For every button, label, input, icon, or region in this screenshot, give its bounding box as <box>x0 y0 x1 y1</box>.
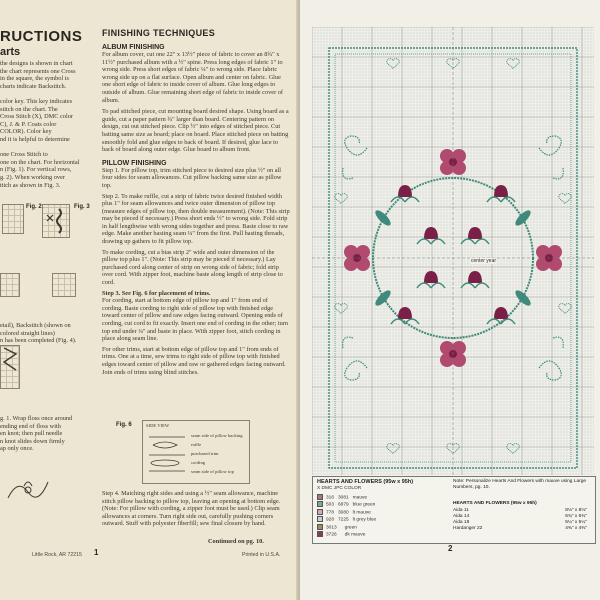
pillow-step2: Step 2. To make ruffle, cut a strip of fabric twice desired finished width plus 1" for seam allowances and twice outer dimension of pillow top (measure edges of pillow top, then double measurement). (Note: This strip may be pieced if necessary.) Press short ends ½" to wrong side. Fold strip in half lengthwise with wrong sides together and press. Baste close to raw edge. Make another basting seam ¼" from the first. Pull basting threads, drawing up gathers to fit pillow top. <box>102 192 290 246</box>
fig3-diagram <box>0 273 20 297</box>
color-swatch <box>317 531 323 537</box>
backstitch-line: etail), Backstitch (shown on <box>0 322 71 329</box>
fabric-size: 5¼" x 5¼" <box>565 520 587 525</box>
pillow-step2b: To make cording, cut a bias strip 2" wide and outer dimension of the pillow top plus 1". (Note: This strip may be pieced if necessary.) Lay purchased cord along center of strip on wrong side of fabric; fold strip over cord. With zipper foot, machine baste along length of strip close to cord. <box>102 248 283 287</box>
french-knot-figure <box>4 468 52 508</box>
pillow-step3-text2: For other trims, start at bottom edge of pillow top and 1" from ends of trims. One at a time, sew trims to right side of pillow top with finished edges toward center of pillow and raw or gathered edges facing outward. Join ends of trims using blind stitches. <box>102 345 286 376</box>
fig3b-diagram <box>52 273 76 297</box>
album-text-2: To pad stitched piece, cut mounting board desired shape. Using board as a guide, cut a paper pattern ¾" larger than board. Centering pattern on design, cut out stitched piece. Clip ½" into edges of stitched piece. Cut batting same size as board; place on board. Place stitched piece on batting smoothly fold and glue edges to back of board. If desired, glue lace to back of board along outer edge. Glue board to album front. <box>102 108 289 154</box>
legend-row <box>317 531 365 537</box>
fabric-size: 6¾" x 6¾" <box>565 514 587 519</box>
fig6-tag-3: purchased trim <box>191 451 219 456</box>
chart-instruction-line: C), J. & P. Coats color <box>0 120 57 128</box>
chart-instruction-line: in the square, the symbol is <box>0 75 69 83</box>
chart-instruction-line: color key. This key indicates <box>0 97 73 105</box>
printed-in: Printed in U.S.A. <box>242 552 281 558</box>
chart-instructions-text <box>0 60 92 189</box>
fig6-tag-4: cording <box>191 460 206 465</box>
legend-row <box>317 516 376 522</box>
fabric-row <box>453 526 587 532</box>
color-swatch <box>317 509 323 515</box>
center-year-label: center year <box>471 258 497 264</box>
fig6-diagram <box>142 420 250 484</box>
fig6-tag-5: seam side of pillow top <box>191 469 234 474</box>
fig1-diagram <box>2 204 24 234</box>
chart-instruction-line: titch as shown in Fig. 3. <box>0 181 61 189</box>
chart-instruction-line: n (Fig. 1). For vertical rows, <box>0 166 72 174</box>
pillow-step3-text: For cording, start at bottom edge of pillow top and 1" from end of cording. Baste cording to right side of pillow top with finished edge toward center of pillow and raw edges facing outward. Opening ends of cording, cut cord to fit exactly. Insert one end of cording in the other; turn top end under ¼" and baste in place. With zipper foot, stitch cording in place along seam line. <box>102 297 288 343</box>
chart-instruction-line: g. 2). When working over <box>0 173 65 181</box>
backstitch-line: n has been completed (Fig. 4). <box>0 337 77 345</box>
album-text: For album cover, cut one 22" x 13½" piece of fabric to cover an 8¾" x 11½" purchased album with a ½" spine. Press long edges of fabric 1" to wrong side. Press short edges of fabric ¼" to wrong side. Place fabric wrong side up on a flat surface. Open album and center on fabric. Glue one short edge of fabric to inside cover of album. Glue long edges to outside of album. Glue remaining short edge of fabric to inside cover of album. <box>102 51 283 104</box>
chart-instruction-line: the designs is shown in chart <box>0 60 73 67</box>
continued-note: Continued on pg. 10. <box>208 538 264 545</box>
chart-instruction-line: stitch on the chart. The <box>0 105 58 113</box>
chart-instruction-line: charts indicate Backstitch. <box>0 82 67 90</box>
chart-instruction-line: one on the chart. For horizontal <box>0 158 80 166</box>
legend-row-text: 928 7225 lt grey blue <box>326 517 377 523</box>
legend-row <box>317 501 375 507</box>
legend-title: HEARTS AND FLOWERS (95w x 95h) <box>317 479 414 485</box>
color-swatch <box>317 494 323 500</box>
finishing-column <box>102 40 290 376</box>
chart-instruction-line <box>0 90 92 98</box>
fig6-tag-1: seam side of pillow backing <box>191 433 243 438</box>
section-title: FINISHING TECHNIQUES <box>102 28 216 38</box>
legend-row <box>317 524 357 530</box>
color-swatch <box>317 516 323 522</box>
french-knot-line: ap only once. <box>0 445 34 453</box>
cross-stitch-icon <box>43 205 69 237</box>
french-knot-line: n knot slides down firmly <box>0 437 65 445</box>
fig6-tag-2: ruffle <box>191 442 202 447</box>
fabric-name: Hardanger 22 <box>453 526 483 531</box>
backstitch-text <box>0 322 92 345</box>
charts-subheading: arts <box>0 46 21 58</box>
color-swatch <box>317 524 323 530</box>
fabric-size: 8⅛" x 8⅛" <box>565 508 587 513</box>
fabric-name: Aida 14 <box>453 514 470 519</box>
chart-instruction-line: the chart represents one Cross <box>0 67 76 75</box>
fabric-table-title: HEARTS AND FLOWERS (95w x 95h) <box>453 501 537 506</box>
chart-instruction-line: nd it is helpful to determine <box>0 135 70 143</box>
fig6-side-view: SIDE VIEW <box>146 423 170 428</box>
fig3-label: Fig. 3 <box>74 204 90 210</box>
french-knot-text <box>0 415 92 453</box>
pillow-step3: Step 3. See Fig. 6 for placement of trims. <box>102 289 211 297</box>
legend-row <box>317 509 371 515</box>
pillow-finishing-title: PILLOW FINISHING <box>102 159 167 167</box>
legend-row-text: 316 3081 mauve <box>326 495 368 501</box>
fig2-diagram <box>42 204 70 238</box>
fig2-label: Fig. 2 <box>26 204 42 210</box>
chart-instruction-line: Cross Stitch (X), DMC color <box>0 113 73 121</box>
chart-instruction-line: one Cross Stitch to <box>0 151 48 159</box>
legend-row-text: 3013 green <box>326 524 357 530</box>
legend-row <box>317 494 367 500</box>
instructions-heading: RUCTIONS <box>0 28 83 45</box>
french-knot-line: g. 1. Wrap floss once around <box>0 415 73 422</box>
fabric-size: 4⅜" x 4⅜" <box>565 526 587 531</box>
publisher-address: Little Rock, AR 72215 <box>32 552 82 558</box>
fabric-size-table <box>453 501 587 532</box>
french-knot-line: en knot; then pull needle <box>0 430 63 438</box>
pillow-step1: Step 1. For pillow top, trim stitched piece to desired size plus ½" on all four sides for seam allowances. Cut pillow backing same size as pillow top. <box>102 166 282 189</box>
personalize-note: Note: Personalize Hearts And Flowers with mauve using Large Numbers, pg. 10. <box>453 479 587 490</box>
backstitch-line: colored straight lines) <box>0 329 55 337</box>
color-swatch <box>317 501 323 507</box>
page-number-left: 1 <box>94 548 99 557</box>
fabric-name: Aida 18 <box>453 520 470 525</box>
fabric-name: Aida 11 <box>453 508 469 513</box>
legend-row-text: 3726 dk mauve <box>326 532 366 538</box>
chart-instruction-line <box>0 144 92 152</box>
backstitch-icon <box>1 346 19 388</box>
french-knot-line: ending end of floss with <box>0 422 61 430</box>
fig4-diagram <box>0 345 20 389</box>
legend-row-text: 503 6879 blue green <box>326 502 376 508</box>
pillow-layers-icon <box>147 433 187 475</box>
legend-columns: X DMC JPC COLOR <box>317 486 362 491</box>
page-number-right: 2 <box>448 544 453 553</box>
pillow-step4: Step 4. Matching right sides and using a ½" seam allowance, machine stitch pillow backing to pillow top, leaving an opening at bottom edge. (Note: For pillow with cording, a zipper foot must be used.) Clip seam allowances at corners. Turn right side out, carefully pushing corners outward. Stuff with polyester fiberfill; sew final closure by hand. <box>102 490 281 528</box>
fig6-label: Fig. 6 <box>116 422 132 428</box>
color-key <box>312 476 596 544</box>
cross-stitch-chart <box>312 27 594 475</box>
legend-row-text: 778 3080 lt mauve <box>326 510 371 516</box>
album-finishing-title: ALBUM FINISHING <box>102 44 165 51</box>
chart-instruction-line: COLOR). Color key <box>0 128 52 136</box>
